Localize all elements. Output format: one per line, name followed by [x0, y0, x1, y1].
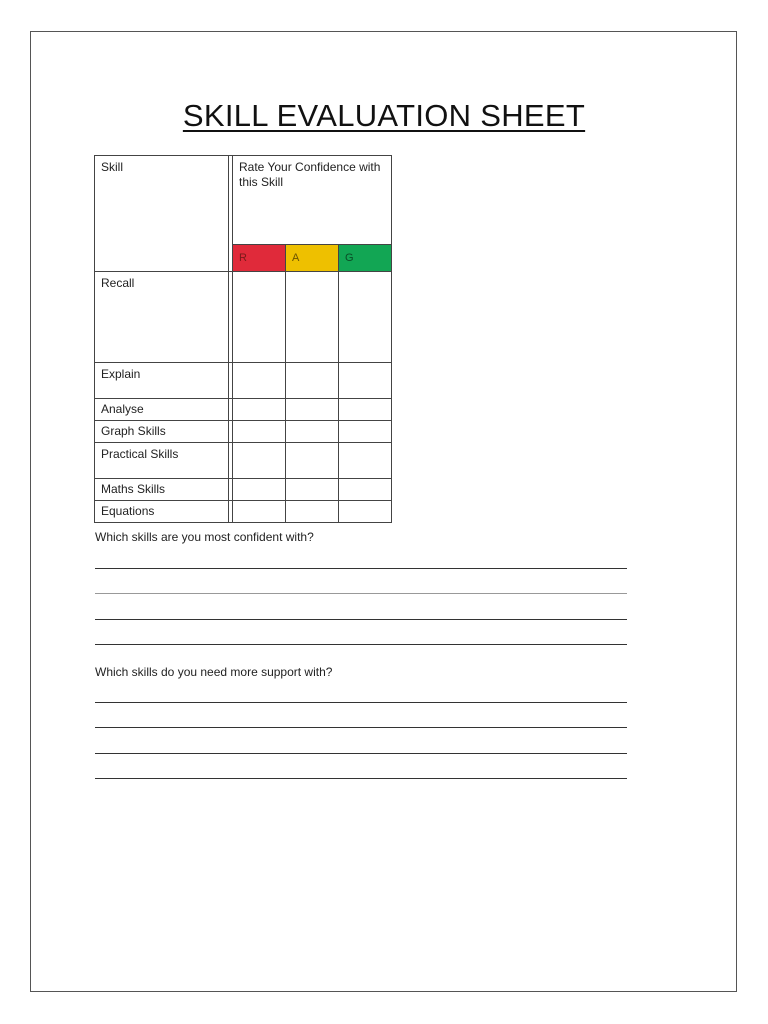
answer-line[interactable] [95, 778, 627, 779]
rate-confidence-header: Rate Your Confidence with this Skill [233, 156, 392, 245]
rating-cell-a[interactable] [286, 272, 339, 363]
rating-cell-g[interactable] [339, 363, 392, 399]
answer-line[interactable] [95, 702, 627, 703]
rating-cell-g[interactable] [339, 421, 392, 443]
table-row [95, 272, 392, 363]
answer-line[interactable] [95, 568, 627, 569]
skill-label: Graph Skills [95, 421, 229, 443]
answer-line[interactable] [95, 644, 627, 645]
answer-line[interactable] [95, 753, 627, 754]
rating-cell-r[interactable] [233, 479, 286, 501]
answer-line[interactable] [95, 619, 627, 620]
skill-label: Explain [95, 363, 229, 399]
rating-cell-a[interactable] [286, 363, 339, 399]
table-row [95, 421, 392, 443]
table-row [95, 443, 392, 479]
rating-cell-r[interactable] [233, 421, 286, 443]
rag-red-header: R [233, 245, 286, 272]
skill-label: Recall [95, 272, 229, 363]
question-need-support: Which skills do you need more support with? [95, 665, 333, 679]
table-row [95, 363, 392, 399]
rating-cell-a[interactable] [286, 479, 339, 501]
table-row [95, 399, 392, 421]
rating-cell-r[interactable] [233, 399, 286, 421]
table-row [95, 479, 392, 501]
skill-label: Practical Skills [95, 443, 229, 479]
skill-column-header: Skill [95, 156, 229, 272]
skill-rating-table [94, 155, 392, 523]
rating-cell-a[interactable] [286, 421, 339, 443]
rag-green-header: G [339, 245, 392, 272]
answer-line[interactable] [95, 727, 627, 728]
rating-cell-r[interactable] [233, 272, 286, 363]
table-header-row [95, 156, 392, 245]
rating-cell-a[interactable] [286, 443, 339, 479]
rating-cell-g[interactable] [339, 443, 392, 479]
rag-amber-header: A [286, 245, 339, 272]
question-most-confident: Which skills are you most confident with? [95, 530, 314, 544]
rating-cell-g[interactable] [339, 479, 392, 501]
skill-label: Maths Skills [95, 479, 229, 501]
page-title: SKILL EVALUATION SHEET [182, 98, 586, 133]
rating-cell-a[interactable] [286, 399, 339, 421]
rating-cell-g[interactable] [339, 501, 392, 523]
answer-line[interactable] [95, 593, 627, 594]
skill-label: Analyse [95, 399, 229, 421]
rating-cell-a[interactable] [286, 501, 339, 523]
table-row [95, 501, 392, 523]
rating-cell-r[interactable] [233, 363, 286, 399]
rating-cell-r[interactable] [233, 443, 286, 479]
rating-cell-g[interactable] [339, 399, 392, 421]
rating-cell-r[interactable] [233, 501, 286, 523]
rating-cell-g[interactable] [339, 272, 392, 363]
skill-label: Equations [95, 501, 229, 523]
